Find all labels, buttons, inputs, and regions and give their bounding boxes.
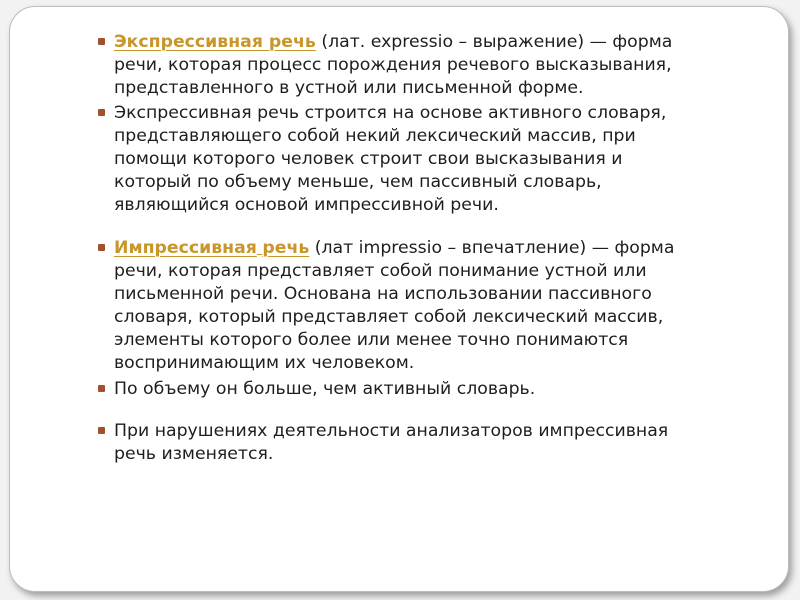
- bullet-expressive-vocabulary: [98, 102, 758, 217]
- bullet-line: элементы которого более или менее точно понимаются: [114, 330, 629, 350]
- term-impressive: Импрессивная: [114, 238, 257, 258]
- bullet-line: Экспрессивная речь строится на основе активного словаря,: [114, 103, 667, 123]
- bullet-volume-comparison: [98, 378, 758, 401]
- bullet-square-icon: [98, 109, 105, 116]
- bullet-line: воспринимающим их человеком.: [114, 353, 415, 373]
- bullet-square-icon: [98, 385, 105, 392]
- bullet-line: [114, 237, 758, 260]
- bullet-line: При нарушениях деятельности анализаторов импрессивная: [114, 421, 669, 441]
- bullet-line: который по объему меньше, чем пассивный словарь,: [114, 172, 602, 192]
- bullet-line: речь изменяется.: [114, 444, 274, 464]
- bullet-line: являющийся основой импрессивной речи.: [114, 195, 499, 215]
- bullet-square-icon: [98, 427, 105, 434]
- bullet-line: представляющего собой некий лексический массив, при: [114, 126, 636, 146]
- bullet-line: представленного в устной или письменной форме.: [114, 78, 584, 98]
- bullet-square-icon: [98, 244, 105, 251]
- bullet-square-icon: [98, 38, 105, 45]
- bullet-text: (лат. expressio – выражение) — форма: [315, 32, 673, 52]
- slide-card: [9, 6, 789, 592]
- bullet-text: (лат impressio – впечатление) — форма: [309, 238, 675, 258]
- bullet-analyzer-disorders: [98, 420, 758, 466]
- bullet-line: По объему он больше, чем активный словарь.: [114, 379, 536, 399]
- term-expressive-speech: Экспрессивная речь: [114, 32, 316, 52]
- bullet-expressive-definition: [98, 31, 758, 100]
- bullet-impressive-definition: [98, 237, 758, 375]
- slide-content: [98, 31, 758, 466]
- bullet-line: [114, 31, 758, 54]
- bullet-line: помощи которого человек строит свои высказывания и: [114, 149, 623, 169]
- bullet-line: словаря, который представляет собой лексический массив,: [114, 307, 664, 327]
- bullet-line: речи, которая процесс порождения речевого высказывания,: [114, 55, 672, 75]
- bullet-line: речи, которая представляет собой понимание устной или: [114, 261, 647, 281]
- bullet-line: письменной речи. Основана на использовании пассивного: [114, 284, 652, 304]
- term-speech: речь: [262, 238, 310, 258]
